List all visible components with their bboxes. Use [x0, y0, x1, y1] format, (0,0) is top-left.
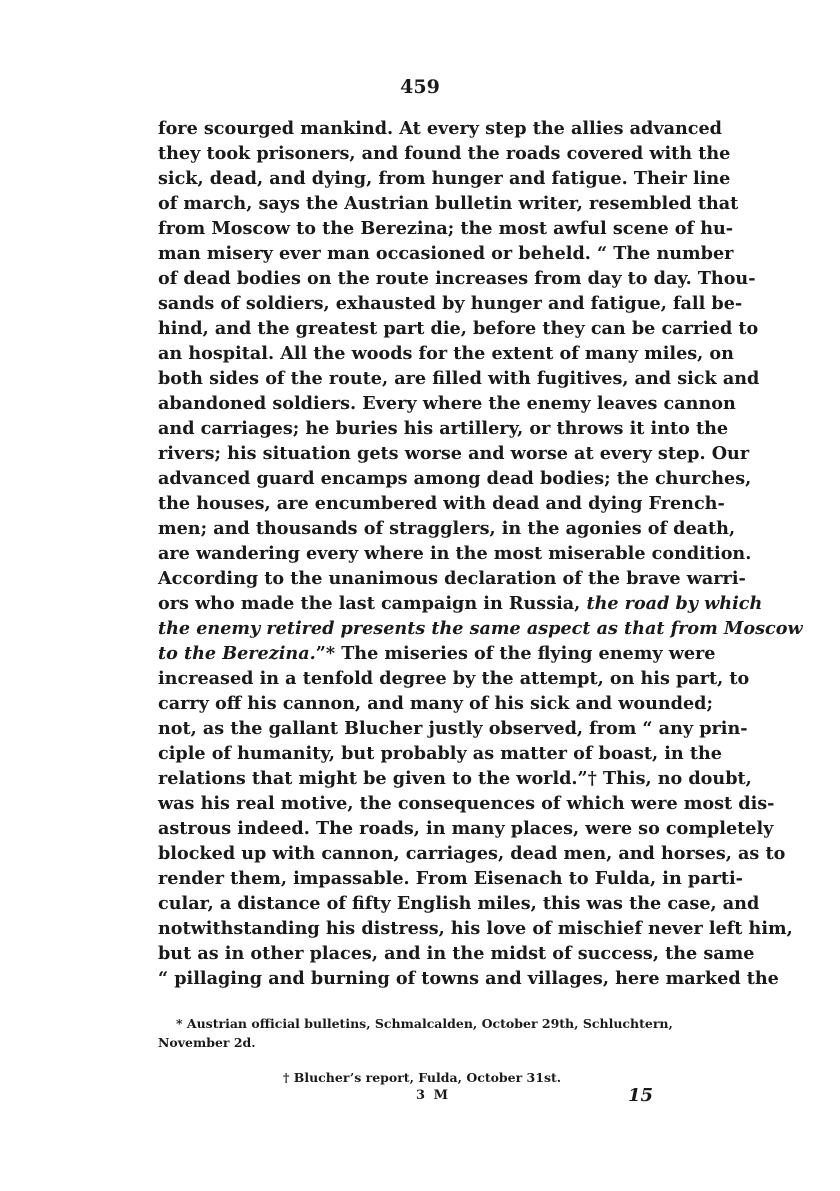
text-line-mixed	[158, 591, 763, 616]
text-line: render them, impassable. From Eisenach to Fulda, in parti-	[158, 868, 743, 889]
text-line: not, as the gallant Blucher justly observed, from “ any prin-	[158, 718, 748, 739]
text-line: of march, says the Austrian bulletin writer, resembled that	[158, 193, 739, 214]
text-segment: ors who made the last campaign in Russia,	[158, 593, 587, 614]
text-line: relations that might be given to the world.”† This, no doubt,	[158, 768, 752, 789]
text-line: the houses, are encumbered with dead and dying French-	[158, 493, 725, 514]
text-line: man misery ever man occasioned or beheld. “ The number	[158, 243, 734, 264]
text-line: fore scourged mankind. At every step the allies advanced	[158, 118, 722, 139]
footnote-blucher-report: † Blucher’s report, Fulda, October 31st.	[282, 1070, 562, 1085]
text-line: was his real motive, the consequences of which were most dis-	[158, 793, 775, 814]
footnotes	[158, 1014, 686, 1087]
footnote-austrian-bulletins: * Austrian official bulletins, Schmalcalden, October 29th, Schluchtern, November 2d.	[158, 1016, 673, 1050]
signature-mark: 3 M	[416, 1088, 450, 1103]
text-line: abandoned soldiers. Every where the enemy leaves cannon	[158, 393, 736, 414]
text-line: both sides of the route, are filled with fugitives, and sick and	[158, 368, 760, 389]
text-line: hind, and the greatest part die, before they can be carried to	[158, 318, 759, 339]
italic-quote-line: the enemy retired presents the same aspect as that from Moscow	[158, 618, 803, 639]
body-text	[158, 116, 803, 991]
text-line-mixed	[158, 641, 716, 666]
text-line: notwithstanding his distress, his love of mischief never left him,	[158, 918, 793, 939]
text-line: sands of soldiers, exhausted by hunger and fatigue, fall be-	[158, 293, 743, 314]
text-line: cular, a distance of fifty English miles, this was the case, and	[158, 893, 760, 914]
text-line: an hospital. All the woods for the extent of many miles, on	[158, 343, 734, 364]
text-line: men; and thousands of stragglers, in the agonies of death,	[158, 518, 736, 539]
italic-quote: to the Berezina.	[158, 643, 316, 664]
text-line: rivers; his situation gets worse and worse at every step. Our	[158, 443, 750, 464]
text-line: sick, dead, and dying, from hunger and fatigue. Their line	[158, 168, 731, 189]
text-line: ciple of humanity, but probably as matter of boast, in the	[158, 743, 722, 764]
text-line: carry off his cannon, and many of his sick and wounded;	[158, 693, 713, 714]
text-line: of dead bodies on the route increases from day to day. Thou-	[158, 268, 756, 289]
text-line: advanced guard encamps among dead bodies; the churches,	[158, 468, 752, 489]
text-line: astrous indeed. The roads, in many places, were so completely	[158, 818, 774, 839]
text-line: are wandering every where in the most miserable condition.	[158, 543, 752, 564]
text-segment: ”* The miseries of the flying enemy were	[315, 643, 716, 664]
page-number: 459	[400, 76, 440, 98]
text-line: increased in a tenfold degree by the attempt, on his part, to	[158, 668, 750, 689]
text-line: blocked up with cannon, carriages, dead men, and horses, as to	[158, 843, 786, 864]
italic-quote: the road by which	[586, 593, 763, 614]
text-line: but as in other places, and in the midst of success, the same	[158, 943, 755, 964]
text-line: “ pillaging and burning of towns and villages, here marked the	[158, 968, 779, 989]
text-line: and carriages; he buries his artillery, or throws it into the	[158, 418, 729, 439]
text-line: from Moscow to the Berezina; the most awful scene of hu-	[158, 218, 734, 239]
text-line: they took prisoners, and found the roads covered with the	[158, 143, 731, 164]
text-line: According to the unanimous declaration of the brave warri-	[158, 568, 746, 589]
gathering-mark: 15	[628, 1085, 654, 1106]
